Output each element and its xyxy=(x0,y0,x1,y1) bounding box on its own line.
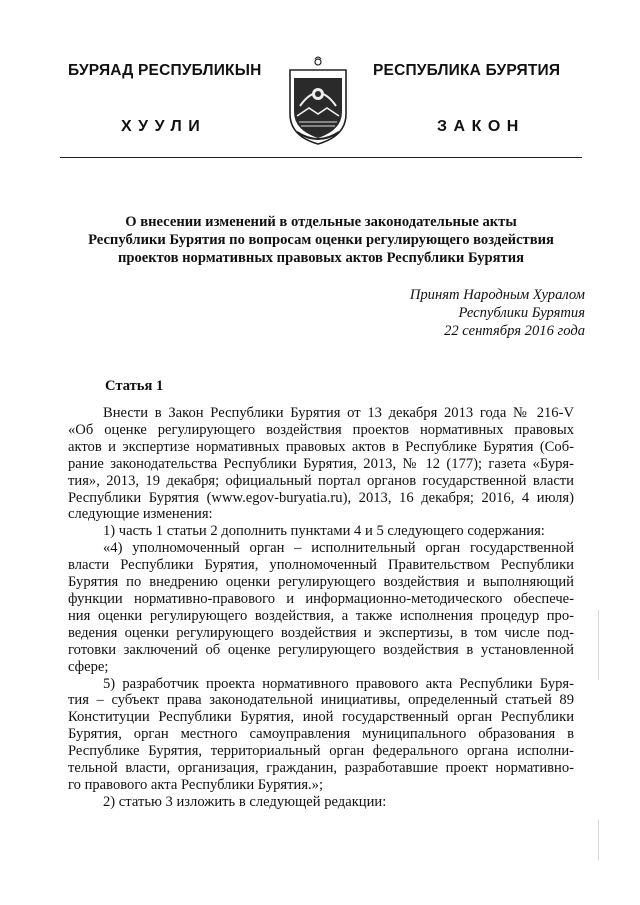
body-line: Бурятия, орган местного самоуправления муниципального образования в xyxy=(68,726,574,743)
body-line: сфере; xyxy=(68,658,109,675)
adoption-note xyxy=(410,286,585,340)
body-line: Внести в Закон Республики Бурятия от 13 декабря 2013 года № 216-V xyxy=(103,405,574,421)
header-right-title: РЕСПУБЛИКА БУРЯТИЯ xyxy=(373,62,561,79)
title-line: О внесении изменений в отдельные законодательные акты xyxy=(125,214,517,230)
body-line: власти Республики Бурятия, уполномоченный Правительством Республики xyxy=(68,557,574,574)
body-line: готовки заключений об оценке регулирующего воздействия в установленной xyxy=(68,641,574,658)
body-line: Республике Бурятия, территориальный орган федерального органа исполни- xyxy=(68,743,574,760)
article-heading: Статья 1 xyxy=(105,378,164,394)
adoption-line: 22 сентября 2016 года xyxy=(444,323,585,339)
body-line: го правового акта Республики Бурятия.»; xyxy=(68,776,324,793)
document-title xyxy=(60,213,582,267)
body-line: тельной власти, организация, гражданин, разработавшие проект нормативно- xyxy=(68,760,574,777)
title-line: Республики Бурятия по вопросам оценки регулирующего воздействия xyxy=(88,232,554,248)
header-right-doc-type: ЗАКОН xyxy=(437,118,525,135)
body-line: функции нормативно-правового и информационно-методического обеспече- xyxy=(68,590,574,607)
body-line: «Об оценке регулирующего воздействия проектов нормативных правовых xyxy=(68,421,574,438)
buryatia-coat-of-arms-icon xyxy=(287,56,349,148)
header-divider xyxy=(60,157,582,158)
body-line: 1) часть 1 статьи 2 дополнить пунктами 4 и 5 следующего содержания: xyxy=(103,523,545,540)
body-line: 5) разработчик проекта нормативного правового акта Республики Буря- xyxy=(103,675,574,692)
body-line: ния оценки регулирующего воздействия, а также исполнения процедур про- xyxy=(68,607,574,624)
scan-margin-mark xyxy=(598,820,599,860)
body-line: тия – субъект права законодательной инициативы, определенный статьей 89 xyxy=(68,692,574,709)
body-line: «4) уполномоченный орган – исполнительный орган государственной xyxy=(103,540,574,557)
title-line: проектов нормативных правовых актов Республики Бурятия xyxy=(117,250,525,266)
adoption-line: Принят Народным Хуралом xyxy=(409,287,585,303)
body-line: ведения оценки регулирующего воздействия и экспертизы, в том числе под- xyxy=(68,624,574,641)
scan-margin-mark xyxy=(598,610,599,680)
body-line: рание законодательства Республики Бурятия, 2013, № 12 (177); газета «Буря- xyxy=(68,455,574,472)
body-line: тия», 2013, 19 декабря; официальный портал органов государственной власти xyxy=(68,472,574,489)
body-line: следующие изменения: xyxy=(68,506,213,523)
adoption-line: Республики Бурятия xyxy=(458,305,585,321)
body-line: Конституции Республики Бурятия, иной государственный орган Республики xyxy=(68,709,574,726)
body-line: актов и экспертизе нормативных правовых актов в Республике Бурятия (Соб- xyxy=(68,438,574,455)
body-line: Республики Бурятия (www.egov-buryatia.ru), 2013, 16 декабря; 2016, 4 июля) xyxy=(68,489,574,506)
header-left-doc-type: ХУУЛИ xyxy=(121,118,207,135)
article-body xyxy=(68,405,574,811)
body-line: 2) статью 3 изложить в следующей редакции: xyxy=(103,793,387,810)
header-left-title: БУРЯАД РЕСПУБЛИКЫН xyxy=(68,62,262,79)
body-line: Бурятия по внедрению оценки регулирующего воздействия и выполняющий xyxy=(68,574,574,591)
